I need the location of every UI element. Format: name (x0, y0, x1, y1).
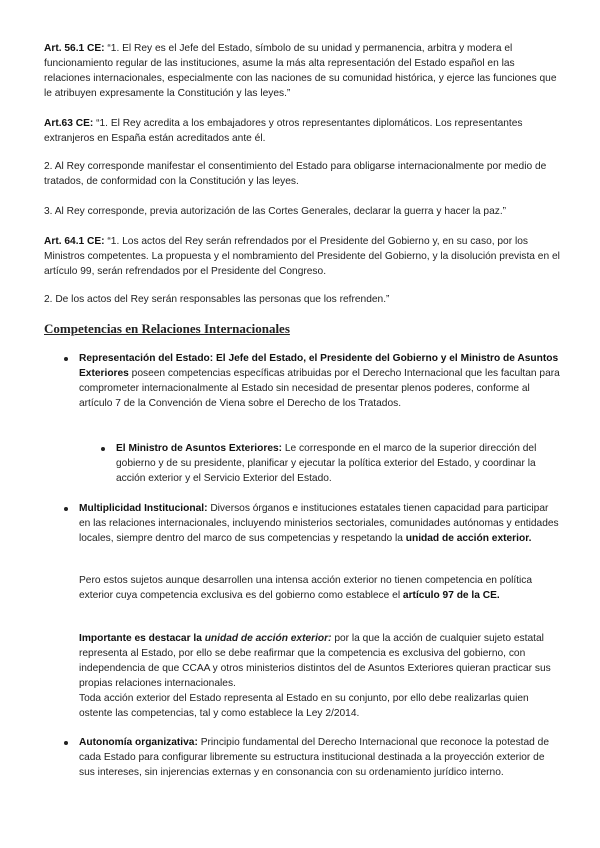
multiplicidad-paragraph-3 (79, 631, 561, 691)
article-56-label: Art. 56.1 CE: (44, 43, 105, 54)
multiplicidad-paragraph-2-end: . (496, 590, 500, 601)
multiplicidad-paragraph-4: Toda acción exterior del Estado representa al Estado en su conjunto, por ello debe realizarlas quien ostente las competencias, tal y como establece la Ley 2/2014. (79, 693, 529, 719)
sub-item-ministro (116, 441, 560, 486)
article-64-paragraph-1 (44, 234, 560, 279)
list-item-representacion (79, 351, 561, 411)
bullet-icon (101, 447, 105, 451)
article-56-text: “1. El Rey es el Jefe del Estado, símbolo de su unidad y permanencia, arbitra y modera el funcionamiento regular de las instituciones, asume la más alta representación del Estado español en las relaciones internacionales, especialmente con las naciones de su comunidad histórica, y ejerce las funciones que le atribuyen expresamente la Constitución y las leyes.” (44, 43, 557, 99)
article-63-paragraph-2: 2. Al Rey corresponde manifestar el consentimiento del Estado para obligarse internacionalmente por medio de tratados, de conformidad con la Constitución y las leyes. (44, 161, 547, 187)
article-63-paragraph-3: 3. Al Rey corresponde, previa autorización de las Cortes Generales, declarar la guerra y hacer la paz.” (44, 206, 507, 217)
article-64-text-1: “1. Los actos del Rey serán refrendados por el Presidente del Gobierno y, en su caso, por los Ministros competentes. La propuesta y el nombramiento del Presidente del Gobierno, y la disolución prevista en el artículo 99, serán refrendados por el Presidente del Congreso. (44, 236, 560, 277)
multiplicidad-paragraph-2-article: artículo 97 de la CE (402, 590, 497, 601)
list-item-representacion-title: Representación del Estado: El Jefe del Estado, el Presidente del Gobierno y el Ministro de Asuntos Exteriores (79, 353, 559, 379)
bullet-icon (64, 357, 68, 361)
list-item-multiplicidad (79, 501, 561, 546)
multiplicidad-paragraph-3-lead: Importante es destacar la (79, 633, 205, 644)
sub-item-ministro-text: Le corresponde en el marco de la superior dirección del gobierno y de su presidente, planificar y ejecutar la política exterior del Estado, y coordinar la acción exterior y el Servicio Exterior del Estado. (116, 443, 537, 484)
list-item-autonomia-title: Autonomía organizativa: (79, 737, 198, 748)
article-56-paragraph (44, 41, 560, 101)
list-item-multiplicidad-text: Diversos órganos e instituciones estatales tienen capacidad para participar en las relaciones internacionales, incluyendo ministerios sectoriales, comunidades autónomas y entidades locales, siempre dentro del marco de sus competencias y respetando la (79, 503, 559, 544)
multiplicidad-paragraph-3-text: por la que la acción de cualquier sujeto estatal representa al Estado, por ello se debe reafirmar que la competencia es exclusiva del gobierno, con independencia de que CCAA y otros ministerios distintos del de Asuntos Exteriores quieran practicar sus propias relaciones internacionales. (79, 633, 551, 689)
list-item-representacion-text: poseen competencias específicas atribuidas por el Derecho Internacional que les facultan para comprometer internacionalmente al Estado sin necesidad de presentar plenos poderes, conforme al artículo 7 de la Convención de Viena sobre el Derecho de los Tratados. (79, 368, 560, 409)
article-64-paragraph-2: 2. De los actos del Rey serán responsables las personas que los refrenden.” (44, 294, 390, 305)
list-item-autonomia (79, 735, 561, 780)
bullet-icon (64, 741, 68, 745)
list-item-multiplicidad-title: Multiplicidad Institucional: (79, 503, 208, 514)
list-item-autonomia-text: Principio fundamental del Derecho Internacional que reconoce la potestad de cada Estado para configurar libremente su estructura institucional destinada a la proyección exterior de sus intereses, sin injerencias externas y en consonancia con su ordenamiento jurídico interno. (79, 737, 550, 778)
section-heading: Competencias en Relaciones Internacionales (44, 321, 290, 336)
article-63-label: Art.63 CE: (44, 118, 94, 129)
article-64-label: Art. 64.1 CE: (44, 236, 105, 247)
article-63-text-1: “1. El Rey acredita a los embajadores y otros representantes diplomáticos. Los representantes extranjeros en España están acreditados ante él. (44, 118, 523, 144)
multiplicidad-paragraph-2 (79, 573, 561, 603)
multiplicidad-paragraph-2-text: Pero estos sujetos aunque desarrollen una intensa acción exterior no tienen competencia en política exterior cuya competencia exclusiva es del gobierno como establece el (79, 575, 533, 601)
sub-item-ministro-title: El Ministro de Asuntos Exteriores: (116, 443, 283, 454)
article-63-paragraph-1 (44, 116, 560, 146)
multiplicidad-paragraph-3-term: unidad de acción exterior: (204, 633, 332, 644)
bullet-icon (64, 507, 68, 511)
list-item-multiplicidad-emphasis: unidad de acción exterior. (405, 533, 532, 544)
